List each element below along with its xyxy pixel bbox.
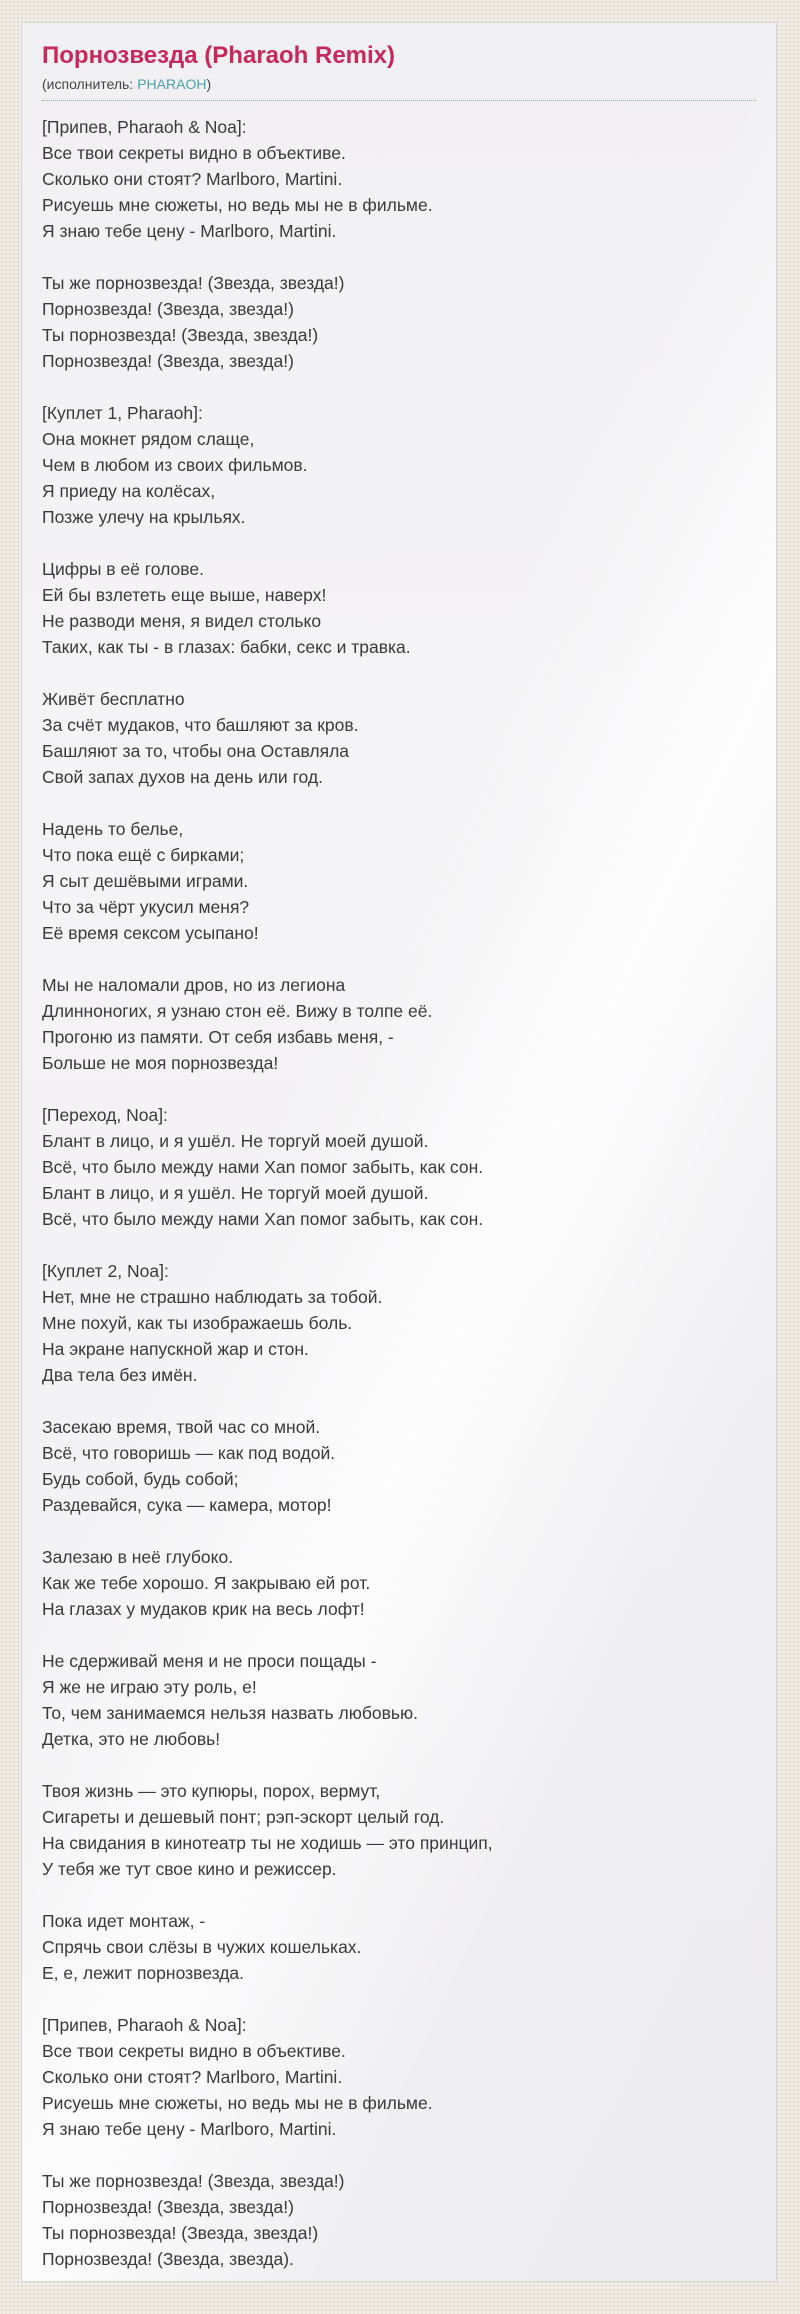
lyrics-line: Что пока ещё с бирками; — [42, 845, 245, 865]
lyrics-line: Сколько они стоят? Marlboro, Martini. — [42, 169, 343, 189]
lyrics-stanza — [42, 2012, 756, 2142]
lyrics-line: [Куплет 1, Pharaoh]: — [42, 403, 203, 423]
lyrics-line: Цифры в её голове. — [42, 559, 204, 579]
lyrics-stanza — [42, 270, 756, 374]
lyrics-line: Мы не наломали дров, но из легиона — [42, 975, 346, 995]
lyrics-line: У тебя же тут свое кино и режиссер. — [42, 1859, 337, 1879]
page-title: Порнозвезда (Pharaoh Remix) — [42, 42, 396, 69]
lyrics-line: Блант в лицо, и я ушёл. Не торгуй моей душой. — [42, 1131, 429, 1151]
lyrics-line: Будь собой, будь собой; — [42, 1469, 239, 1489]
lyrics-line: Е, е, лежит порнозвезда. — [42, 1963, 245, 1983]
lyrics-stanza — [42, 816, 756, 946]
lyrics-line: Рисуешь мне сюжеты, но ведь мы не в фильме. — [42, 195, 433, 215]
lyrics-line: Не сдерживай меня и не проси пощады - — [42, 1651, 377, 1671]
lyrics-line: Как же тебе хорошо. Я закрываю ей рот. — [42, 1573, 371, 1593]
lyrics-line: Я знаю тебе цену - Marlboro, Martini. — [42, 221, 337, 241]
lyrics-line: Что за чёрт укусил меня? — [42, 897, 250, 917]
lyrics-line: Свой запах духов на день или год. — [42, 767, 323, 787]
lyrics-line: [Куплет 2, Noa]: — [42, 1261, 169, 1281]
lyrics-line: Порнозвезда! (Звезда, звезда). — [42, 2249, 294, 2269]
lyrics-stanza — [42, 1102, 756, 1232]
lyrics-line: Блант в лицо, и я ушёл. Не торгуй моей душой. — [42, 1183, 429, 1203]
lyrics-line: Порнозвезда! (Звезда, звезда!) — [42, 351, 294, 371]
lyrics-line: Ты порнозвезда! (Звезда, звезда!) — [42, 325, 319, 345]
lyrics-line: Раздевайся, сука — камера, мотор! — [42, 1495, 332, 1515]
lyrics-line: Позже улечу на крыльях. — [42, 507, 246, 527]
lyrics-stanza — [42, 1258, 756, 1388]
lyrics-line: На глазах у мудаков крик на весь лофт! — [42, 1599, 365, 1619]
lyrics-line: Все твои секреты видно в объективе. — [42, 2041, 346, 2061]
lyrics-line: Ты же порнозвезда! (Звезда, звезда!) — [42, 2171, 345, 2191]
lyrics-stanza — [42, 400, 756, 530]
lyrics-line: Порнозвезда! (Звезда, звезда!) — [42, 299, 294, 319]
lyrics-line: Всё, что было между нами Xan помог забыть, как сон. — [42, 1157, 484, 1177]
lyrics-line: Сколько они стоят? Marlboro, Martini. — [42, 2067, 343, 2087]
lyrics-line: Нет, мне не страшно наблюдать за тобой. — [42, 1287, 383, 1307]
lyrics-line: Спрячь свои слёзы в чужих кошельках. — [42, 1937, 362, 1957]
lyrics-stanza — [42, 1414, 756, 1518]
lyrics-line: [Переход, Noa]: — [42, 1105, 168, 1125]
lyrics-stanza — [42, 114, 756, 244]
lyrics-stanza — [42, 1648, 756, 1752]
lyrics-line: Твоя жизнь — это купюры, порох, вермут, — [42, 1781, 381, 1801]
lyrics-line: Засекаю время, твой час со мной. — [42, 1417, 321, 1437]
lyrics-line: Ты же порнозвезда! (Звезда, звезда!) — [42, 273, 345, 293]
lyrics-line: Два тела без имён. — [42, 1365, 198, 1385]
lyrics-line: На свидания в кинотеатр ты не ходишь — это принцип, — [42, 1833, 493, 1853]
lyrics-line: Я сыт дешёвыми играми. — [42, 871, 249, 891]
lyrics-line: Надень то белье, — [42, 819, 184, 839]
lyrics-line: Мне похуй, как ты изображаешь боль. — [42, 1313, 353, 1333]
lyrics-stanza — [42, 1544, 756, 1622]
lyrics-stanza — [42, 556, 756, 660]
lyrics-line: За счёт мудаков, что башляют за кров. — [42, 715, 359, 735]
lyrics-line: Детка, это не любовь! — [42, 1729, 221, 1749]
lyrics-line: Всё, что было между нами Xan помог забыть, как сон. — [42, 1209, 484, 1229]
lyrics-line: Я знаю тебе цену - Marlboro, Martini. — [42, 2119, 337, 2139]
lyrics-line: Всё, что говоришь — как под водой. — [42, 1443, 336, 1463]
lyrics-card — [21, 22, 777, 2282]
lyrics-line: Живёт бесплатно — [42, 689, 185, 709]
lyrics-line: Длинноногих, я узнаю стон её. Вижу в толпе её. — [42, 1001, 433, 1021]
artist-suffix: ) — [206, 76, 212, 92]
lyrics-line: [Припев, Pharaoh & Noa]: — [42, 2015, 247, 2035]
lyrics-line: Все твои секреты видно в объективе. — [42, 143, 346, 163]
lyrics-stanza — [42, 686, 756, 790]
artist-prefix: (исполнитель: — [42, 76, 134, 92]
lyrics-line: Рисуешь мне сюжеты, но ведь мы не в фильме. — [42, 2093, 433, 2113]
lyrics-stanza — [42, 1778, 756, 1882]
lyrics-line: Не разводи меня, я видел столько — [42, 611, 322, 631]
lyrics-line: Сигареты и дешевый понт; рэп-эскорт целый год. — [42, 1807, 445, 1827]
lyrics-line: Её время сексом усыпано! — [42, 923, 259, 943]
lyrics-line: Пока идет монтаж, - — [42, 1911, 206, 1931]
lyrics-line: Ей бы взлететь еще выше, наверх! — [42, 585, 327, 605]
lyrics-line: Я же не играю эту роль, е! — [42, 1677, 257, 1697]
lyrics-line: То, чем занимаемся нельзя назвать любовью. — [42, 1703, 419, 1723]
lyrics-line: Прогоню из памяти. От себя избавь меня, - — [42, 1027, 394, 1047]
lyrics-line: Я приеду на колёсах, — [42, 481, 216, 501]
lyrics-line: Таких, как ты - в глазах: бабки, секс и травка. — [42, 637, 411, 657]
artist-link[interactable]: PHARAOH — [137, 76, 207, 92]
artist-line — [42, 75, 756, 101]
lyrics-line: Она мокнет рядом слаще, — [42, 429, 255, 449]
lyrics-line: Больше не моя порнозвезда! — [42, 1053, 279, 1073]
lyrics-stanza — [42, 2168, 756, 2272]
lyrics-line: Ты порнозвезда! (Звезда, звезда!) — [42, 2223, 319, 2243]
lyrics-line: Порнозвезда! (Звезда, звезда!) — [42, 2197, 294, 2217]
lyrics-line: [Припев, Pharaoh & Noa]: — [42, 117, 247, 137]
lyrics-stanza — [42, 1908, 756, 1986]
lyrics-line: Залезаю в неё глубоко. — [42, 1547, 234, 1567]
lyrics-line: Чем в любом из своих фильмов. — [42, 455, 308, 475]
lyrics-line: Башляют за то, чтобы она Оставляла — [42, 741, 350, 761]
lyrics-line: На экране напускной жар и стон. — [42, 1339, 309, 1359]
lyrics-stanza — [42, 972, 756, 1076]
lyrics-text — [42, 114, 756, 2272]
